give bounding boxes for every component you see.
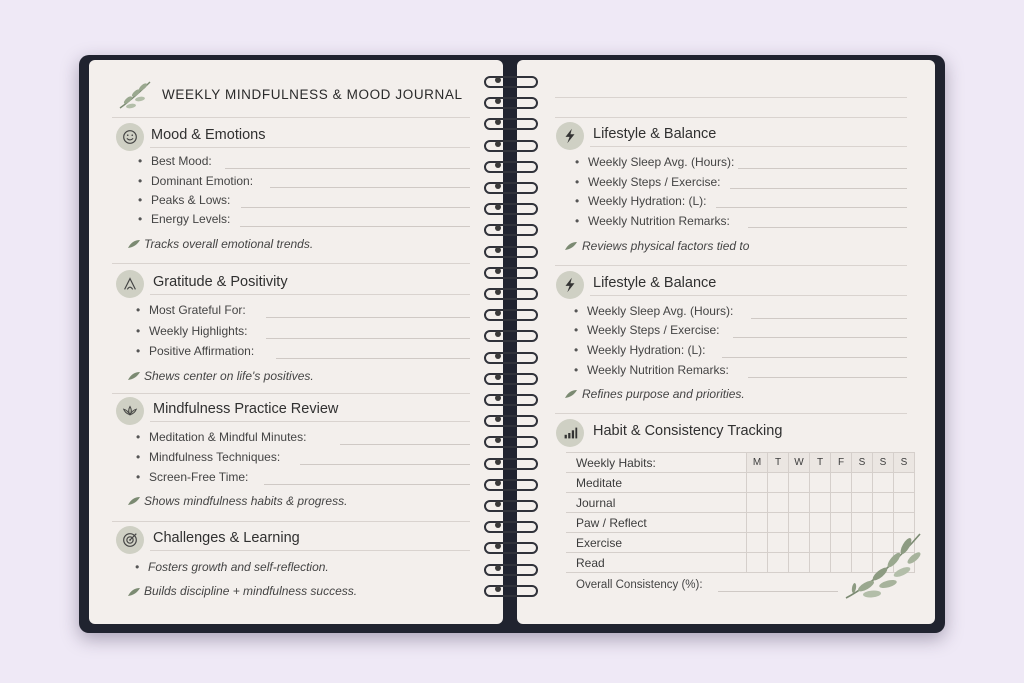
list-item: • Weekly Nutrition Remarks: — [587, 363, 729, 377]
habit-cell[interactable] — [768, 493, 789, 513]
habit-cell[interactable] — [810, 473, 831, 493]
habit-cell[interactable] — [768, 473, 789, 493]
write-line[interactable] — [748, 227, 907, 228]
divider — [150, 421, 470, 422]
list-item: • Positive Affirmation: — [149, 344, 254, 358]
list-item: • Fosters growth and self-reflection. — [148, 560, 329, 574]
day-header: S — [852, 453, 873, 473]
table-row — [566, 453, 915, 473]
day-header: S — [873, 453, 894, 473]
write-line[interactable] — [241, 207, 470, 208]
section-title-lifestyle: Lifestyle & Balance — [593, 275, 717, 291]
habit-cell[interactable] — [789, 473, 810, 493]
leaf-icon — [127, 587, 141, 597]
habit-cell[interactable] — [810, 533, 831, 553]
spiral-ring — [484, 138, 540, 152]
spiral-ring — [484, 244, 540, 258]
write-line[interactable] — [266, 317, 470, 318]
section-note: Shews center on life's positives. — [144, 369, 314, 383]
spiral-ring — [484, 434, 540, 448]
write-line[interactable] — [730, 188, 907, 189]
write-line[interactable] — [225, 168, 470, 169]
write-line[interactable] — [748, 377, 907, 378]
spiral-ring — [484, 307, 540, 321]
divider — [150, 550, 470, 551]
write-line[interactable] — [264, 484, 470, 485]
spiral-ring — [484, 328, 540, 342]
list-item: • Weekly Hydration: (L): — [587, 343, 705, 357]
section-title-lifestyle: Lifestyle & Balance — [593, 126, 717, 142]
section-note: Shows mindfulness habits & progress. — [144, 494, 348, 508]
habit-cell[interactable] — [747, 473, 768, 493]
section-title-gratitude: Gratitude & Positivity — [153, 274, 288, 290]
list-item: • Most Grateful For: — [149, 303, 246, 317]
divider — [112, 521, 470, 522]
divider — [590, 295, 907, 296]
section-title-mood: Mood & Emotions — [151, 127, 266, 143]
habit-cell[interactable] — [747, 533, 768, 553]
spiral-ring — [484, 95, 540, 109]
day-header: T — [810, 453, 831, 473]
habit-cell[interactable] — [768, 513, 789, 533]
habit-cell[interactable] — [852, 473, 873, 493]
habit-cell[interactable] — [873, 473, 894, 493]
write-line[interactable] — [722, 357, 907, 358]
spiral-ring — [484, 540, 540, 554]
list-item: • Weekly Highlights: — [149, 324, 247, 338]
leaf-sprig-icon — [116, 78, 156, 112]
habit-name: Journal — [566, 493, 747, 513]
divider — [555, 265, 907, 266]
section-note: Builds discipline + mindfulness success. — [144, 584, 358, 598]
table-row — [566, 493, 915, 513]
divider — [555, 117, 907, 118]
journal-title: WEEKLY MINDFULNESS & MOOD JOURNAL — [162, 87, 463, 102]
habit-cell[interactable] — [789, 513, 810, 533]
spiral-ring — [484, 286, 540, 300]
habit-name: Meditate — [566, 473, 747, 493]
gratitude-icon — [116, 270, 144, 298]
list-item: • Energy Levels: — [151, 212, 230, 226]
habit-cell[interactable] — [768, 533, 789, 553]
list-item: • Dominant Emotion: — [151, 174, 253, 188]
smile-icon — [116, 123, 144, 151]
list-item: • Weekly Sleep Avg. (Hours): — [588, 155, 734, 169]
habit-cell[interactable] — [831, 493, 852, 513]
list-item: • Weekly Steps / Exercise: — [588, 175, 721, 189]
habit-name: Exercise — [566, 533, 747, 553]
habit-header-label: Weekly Habits: — [566, 453, 747, 473]
table-row — [566, 473, 915, 493]
habit-cell[interactable] — [747, 553, 768, 573]
list-item: • Weekly Hydration: (L): — [588, 194, 706, 208]
habit-name: Read — [566, 553, 747, 573]
bar-chart-icon — [556, 419, 584, 447]
write-line[interactable] — [276, 358, 470, 359]
spiral-ring — [484, 498, 540, 512]
habit-cell[interactable] — [789, 533, 810, 553]
habit-cell[interactable] — [894, 493, 915, 513]
leaf-icon — [127, 496, 141, 506]
habit-cell[interactable] — [747, 513, 768, 533]
spiral-ring — [484, 265, 540, 279]
habit-name: Paw / Reflect — [566, 513, 747, 533]
divider — [150, 147, 470, 148]
habit-cell[interactable] — [810, 553, 831, 573]
list-item: • Weekly Nutrition Remarks: — [588, 214, 730, 228]
spiral-ring — [484, 413, 540, 427]
spiral-ring — [484, 350, 540, 364]
lotus-icon — [116, 397, 144, 425]
habit-cell[interactable] — [768, 553, 789, 573]
divider — [590, 146, 907, 147]
habit-cell[interactable] — [789, 553, 810, 573]
list-item: • Mindfulness Techniques: — [149, 450, 280, 464]
day-header: T — [768, 453, 789, 473]
spiral-ring — [484, 74, 540, 88]
spiral-ring — [484, 159, 540, 173]
divider — [150, 294, 470, 295]
write-line[interactable] — [240, 226, 470, 227]
habit-cell[interactable] — [810, 513, 831, 533]
spiral-ring — [484, 392, 540, 406]
spiral-ring — [484, 583, 540, 597]
leaf-icon — [127, 239, 141, 249]
divider — [112, 263, 470, 264]
list-item: • Meditation & Mindful Minutes: — [149, 430, 306, 444]
target-icon — [116, 526, 144, 554]
write-line[interactable] — [266, 338, 470, 339]
leaf-icon — [564, 241, 578, 251]
divider — [555, 413, 907, 414]
day-header: W — [789, 453, 810, 473]
habit-cell[interactable] — [831, 473, 852, 493]
habit-cell[interactable] — [894, 473, 915, 493]
section-note: Reviews physical factors tied to — [582, 239, 750, 253]
list-item: • Best Mood: — [151, 154, 212, 168]
section-title-challenges: Challenges & Learning — [153, 530, 300, 546]
habit-cell[interactable] — [810, 493, 831, 513]
write-line[interactable] — [733, 337, 907, 338]
consistency-label: Overall Consistency (%): — [576, 579, 703, 591]
spiral-ring — [484, 222, 540, 236]
spiral-ring — [484, 201, 540, 215]
spiral-ring — [484, 519, 540, 533]
section-title-mindfulness: Mindfulness Practice Review — [153, 401, 339, 417]
lightning-icon — [556, 122, 584, 150]
write-line[interactable] — [738, 168, 907, 169]
divider — [112, 393, 470, 394]
spiral-ring — [484, 116, 540, 130]
list-item: • Peaks & Lows: — [151, 193, 230, 207]
divider — [555, 97, 907, 98]
olive-branch-icon — [840, 528, 928, 604]
habit-cell[interactable] — [852, 493, 873, 513]
spiral-ring — [484, 371, 540, 385]
spiral-ring — [484, 456, 540, 470]
spiral-ring — [484, 180, 540, 194]
write-line[interactable] — [716, 207, 907, 208]
list-item: • Weekly Sleep Avg. (Hours): — [587, 304, 733, 318]
divider — [112, 117, 470, 118]
write-line[interactable] — [340, 444, 470, 445]
habit-cell[interactable] — [747, 493, 768, 513]
habit-cell[interactable] — [789, 493, 810, 513]
write-line[interactable] — [300, 464, 470, 465]
spiral-ring — [484, 477, 540, 491]
day-header: S — [894, 453, 915, 473]
write-line[interactable] — [270, 187, 470, 188]
day-header: F — [831, 453, 852, 473]
section-title-habits: Habit & Consistency Tracking — [593, 423, 783, 439]
section-note: Refines purpose and priorities. — [582, 387, 745, 401]
write-line[interactable] — [718, 591, 838, 592]
list-item: • Screen-Free Time: — [149, 470, 248, 484]
spiral-ring — [484, 562, 540, 576]
day-header: M — [747, 453, 768, 473]
list-item: • Weekly Steps / Exercise: — [587, 323, 720, 337]
section-note: Tracks overall emotional trends. — [144, 237, 314, 251]
write-line[interactable] — [751, 318, 907, 319]
lightning-icon — [556, 271, 584, 299]
habit-cell[interactable] — [873, 493, 894, 513]
leaf-icon — [564, 389, 578, 399]
leaf-icon — [127, 371, 141, 381]
